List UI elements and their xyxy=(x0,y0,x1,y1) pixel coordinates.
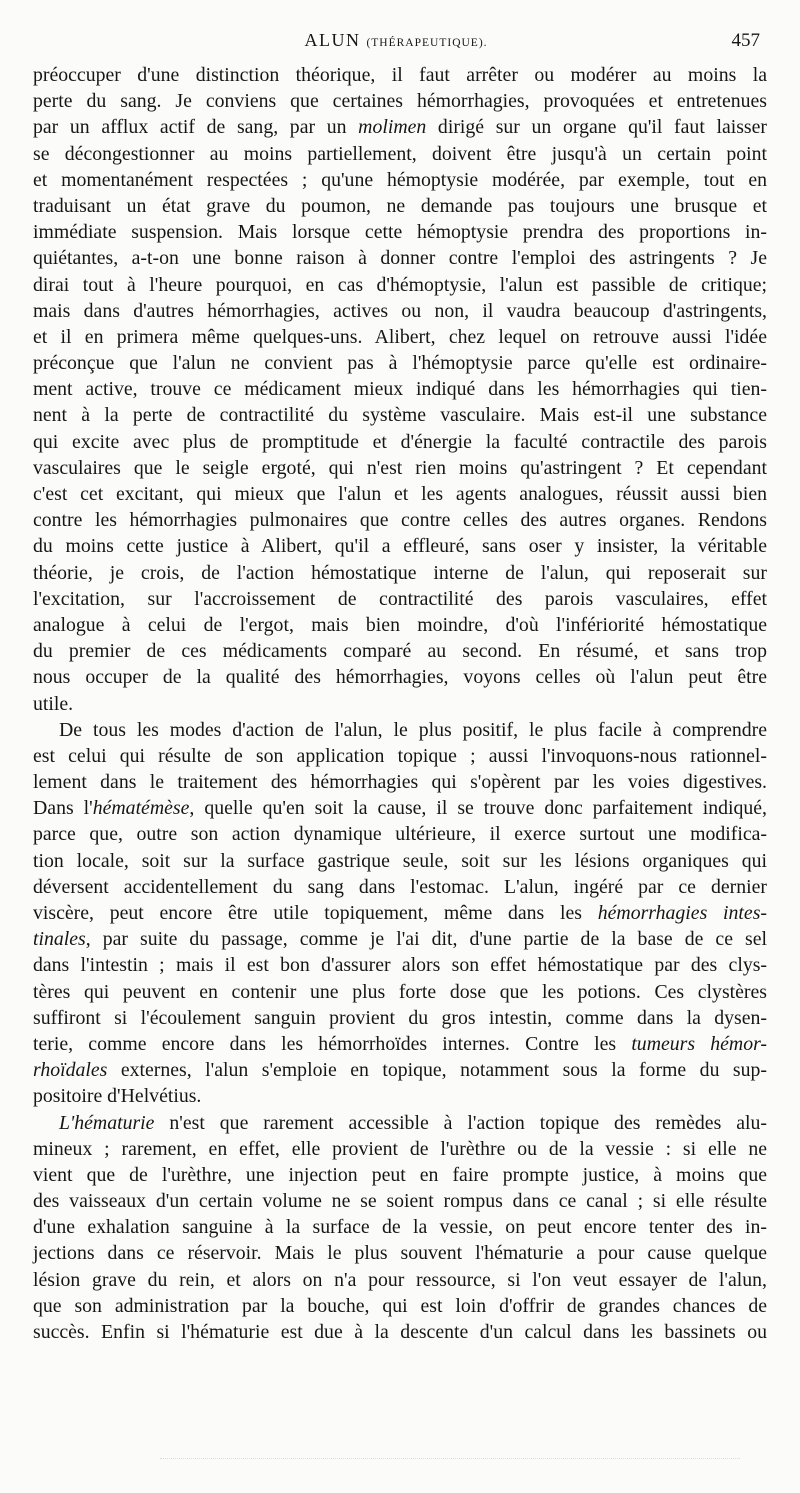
text-line: traduisant un état grave du poumon, ne demande pas toujours une brusque et xyxy=(33,194,767,217)
text-line: et il en primera même quelques-uns. Alibert, chez lequel on retrouve aussi l'idée xyxy=(33,325,767,348)
text-line: déversent accidentellement du sang dans l'estomac. L'alun, ingéré par ce dernier xyxy=(33,875,767,898)
text-line: De tous les modes d'action de l'alun, le plus positif, le plus facile à comprendre xyxy=(59,718,767,741)
text-line: lement dans le traitement des hémorrhagies qui s'opèrent par les voies digestives. xyxy=(33,771,767,794)
text-line: lésion grave du rein, et alors on n'a pour ressource, si l'on veut essayer de l'alun, xyxy=(33,1268,767,1291)
text-line: dans l'intestin ; mais il est bon d'assurer alors son effet hémostatique par des clys- xyxy=(33,954,767,977)
text-line: dirai tout à l'heure pourquoi, en cas d'hémoptysie, l'alun est passible de critique; xyxy=(33,273,767,296)
text-line: analogue à celui de l'ergot, mais bien moindre, d'où l'infériorité hémostatique xyxy=(33,613,767,636)
text-line: L'hématurie n'est que rarement accessible à l'action topique des remèdes alu- xyxy=(59,1111,767,1134)
text-line: qui excite avec plus de promptitude et d'énergie la faculté contractile des parois xyxy=(33,430,767,453)
text-line: c'est cet excitant, qui mieux que l'alun et les agents analogues, réussit aussi bien xyxy=(33,483,767,505)
text-line: positoire d'Helvétius. xyxy=(33,1085,202,1108)
text-line: du moins cette justice à Alibert, qu'il a effleuré, sans oser y insister, la véritable xyxy=(33,535,767,558)
text-line: parce que, outre son action dynamique ultérieure, il exerce surtout une modifica- xyxy=(33,823,767,846)
text-line: tères qui peuvent en contenir une plus forte dose que les potions. Ces clystères xyxy=(33,980,767,1003)
paragraph xyxy=(33,717,767,1110)
running-header xyxy=(32,30,760,62)
text-line: jections dans ce réservoir. Mais le plus souvent l'hématurie a pour cause quelque xyxy=(33,1242,767,1265)
running-title xyxy=(32,30,760,51)
text-line: vasculaires que le seigle ergoté, qui n'est rien moins qu'astringent ? Et cependant xyxy=(33,456,767,479)
text-line: tion locale, soit sur la surface gastrique seule, soit sur les lésions organiques qui xyxy=(33,849,767,872)
text-line: Dans l'hématémèse, quelle qu'en soit la cause, il se trouve donc parfaitement indiqué, xyxy=(33,797,767,820)
text-line: contre les hémorrhagies pulmonaires que contre celles des autres organes. Rendons xyxy=(33,509,767,532)
text-line: par un afflux actif de sang, par un molimen dirigé sur un organe qu'il faut laisser xyxy=(33,116,767,139)
text-line: viscère, peut encore être utile topiquement, même dans les hémorrhagies intes- xyxy=(33,902,767,924)
footer-rule xyxy=(160,1458,740,1459)
text-line: et momentanément respectées ; qu'une hémoptysie modérée, par exemple, tout en xyxy=(33,168,767,191)
body-text xyxy=(33,62,767,1345)
page-number: 457 xyxy=(731,30,760,51)
text-line: d'une exhalation sanguine à la surface de la vessie, on peut encore tenter des in- xyxy=(33,1216,767,1239)
text-line: que son administration par la bouche, qui est loin d'offrir de grandes chances de xyxy=(33,1294,767,1317)
text-line: préconçue que l'alun ne convient pas à l'hémoptysie parce qu'elle est ordinaire- xyxy=(33,352,767,375)
text-line: mineux ; rarement, en effet, elle provient de l'urèthre ou de la vessie : si elle ne xyxy=(33,1137,767,1160)
text-line: perte du sang. Je conviens que certaines hémorrhagies, provoquées et entretenues xyxy=(33,90,767,113)
text-line: mais dans d'autres hémorrhagies, actives ou non, il vaudra beaucoup d'astringents, xyxy=(33,299,767,322)
text-line: quiétantes, a-t-on une bonne raison à donner contre l'emploi des astringents ? Je xyxy=(33,247,767,270)
text-line: préoccuper d'une distinction théorique, il faut arrêter ou modérer au moins la xyxy=(33,64,767,86)
paragraph xyxy=(33,1110,767,1346)
text-line: suffiront si l'écoulement sanguin provient du gros intestin, comme dans la dysen- xyxy=(33,1006,767,1029)
text-line: vient que de l'urèthre, une injection peut en faire prompte justice, à moins que xyxy=(33,1163,767,1186)
text-line: théorie, je crois, de l'action hémostatique interne de l'alun, qui reposerait sur xyxy=(33,561,767,584)
text-line: des vaisseaux d'un certain volume ne se soient rompus dans ce canal ; si elle résulte xyxy=(33,1190,767,1213)
text-line: immédiate suspension. Mais lorsque cette hémoptysie prendra des proportions in- xyxy=(33,221,767,244)
title-subtitle: (THÉRAPEUTIQUE). xyxy=(366,37,488,49)
text-line: nent à la perte de contractilité du système vasculaire. Mais est-il une substance xyxy=(33,404,767,427)
text-line: du premier de ces médicaments comparé au second. En résumé, et sans trop xyxy=(33,640,767,663)
title-main: ALUN xyxy=(304,30,361,50)
text-line: succès. Enfin si l'hématurie est due à la descente d'un calcul dans les bassinets ou xyxy=(33,1321,767,1343)
text-line: est celui qui résulte de son application topique ; aussi l'invoquons-nous rationnel- xyxy=(33,744,767,767)
text-line: nous occuper de la qualité des hémorrhagies, voyons celles où l'alun peut être xyxy=(33,666,767,689)
text-line: l'excitation, sur l'accroissement de contractilité des parois vasculaires, effet xyxy=(33,587,767,610)
text-line: utile. xyxy=(33,692,74,715)
text-line: ment active, trouve ce médicament mieux indiqué dans les hémorrhagies qui tien- xyxy=(33,378,767,401)
text-line: terie, comme encore dans les hémorrhoïdes internes. Contre les tumeurs hémor- xyxy=(33,1032,767,1055)
text-line: tinales, par suite du passage, comme je l'ai dit, d'une partie de la base de ce sel xyxy=(33,928,767,951)
text-line: rhoïdales externes, l'alun s'emploie en topique, notamment sous la forme du sup- xyxy=(33,1059,767,1082)
paragraph xyxy=(33,62,767,717)
text-line: se décongestionner au moins partiellement, doivent être jusqu'à un certain point xyxy=(33,142,767,165)
